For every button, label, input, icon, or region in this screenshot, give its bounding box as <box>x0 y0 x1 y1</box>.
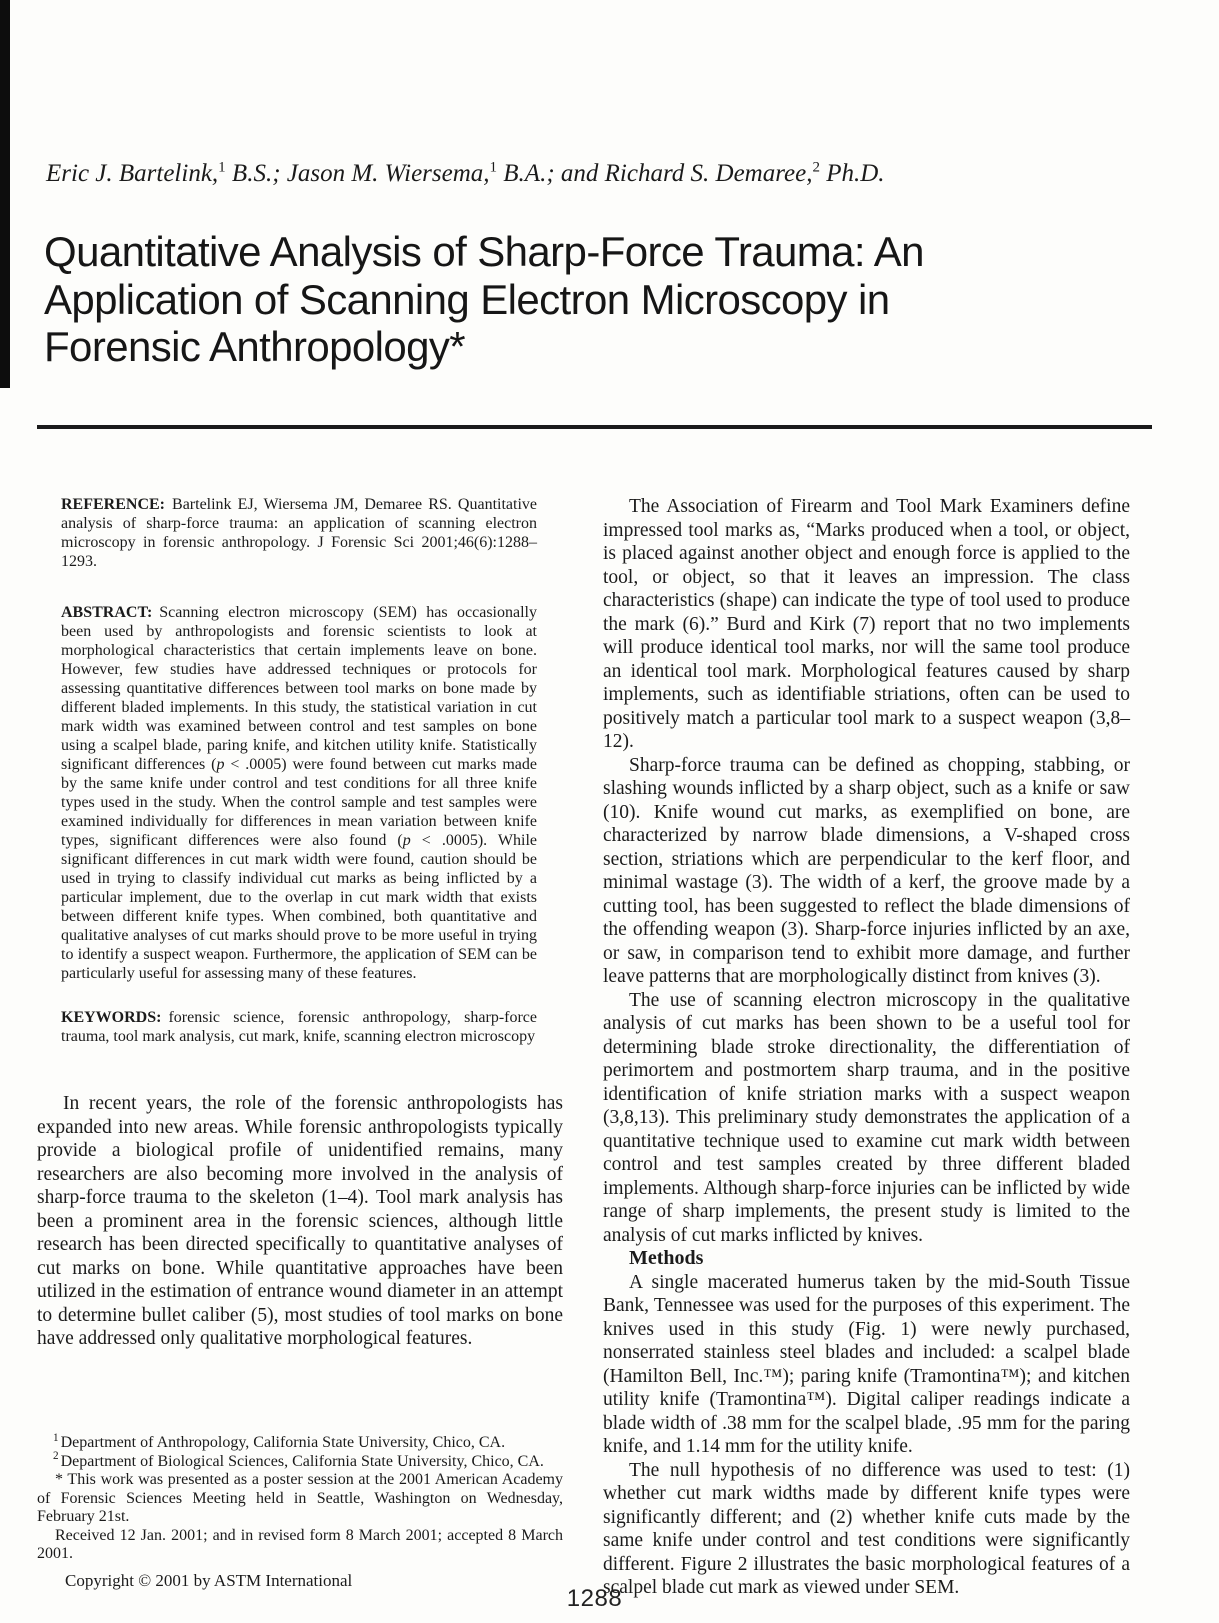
author-affiliation-superscript: 1 <box>489 159 498 176</box>
abstract-text: < .0005). While significant differences in cut mark width were found, caution should be used in trying to classify individual cut marks as being inflicted by a particular implement, due to the overlap in cut mark width that exists between different knife types. When combined, both quantitative and qualitative analyses of cut marks should prove to be more useful in trying to identify a suspect weapon. Furthermore, the application of SEM can be particularly useful for assessing many of these features. <box>61 832 538 982</box>
abstract-text: < .0005) were found between cut marks made by the same knife under control and test conditions for all three knife types used in the study. When the control sample and test samples were examined individually for differences in mean variation between knife types, significant differences were also found ( <box>61 756 537 849</box>
introduction-paragraph-block <box>37 1092 563 1351</box>
footnote-text: Department of Biological Sciences, California State University, Chico, CA. <box>60 1452 544 1470</box>
reference-text: Bartelink EJ, Wiersema JM, Demaree RS. Quantitative analysis of sharp-force trauma: an application of scanning electron microscopy in forensic anthropology. J Forensic Sci 2001;46(6):1288–1293. <box>61 496 537 570</box>
author-credential: B.A.; and <box>497 160 605 187</box>
author-affiliation-superscript: 1 <box>218 159 226 176</box>
author-name: Eric J. Bartelink, <box>46 160 219 187</box>
abstract-p-variable: p <box>402 832 411 849</box>
keywords-section <box>61 1008 537 1046</box>
footnote-text: Department of Anthropology, California State University, Chico, CA. <box>60 1434 506 1451</box>
author-name: Richard S. Demaree, <box>604 160 813 187</box>
footnote-text: * This work was presented as a poster session at the 2001 American Academy of Forensic Sciences Meeting held in Seattle, Washington on Wednesday, February 21st. <box>37 1471 563 1525</box>
abstract-section <box>61 603 537 983</box>
abstract-p-variable: p <box>216 756 225 773</box>
body-paragraph: In recent years, the role of the forensic anthropologists has expanded into new areas. While forensic anthropologists typically provide a biological profile of unidentified remains, many researchers are also becoming more involved in the analysis of sharp-force trauma to the skeleton (1–4). Tool mark analysis has been a prominent area in the forensic sciences, although little research has been directed specifically to quantitative analyses of cut marks on bone. While quantitative approaches have been utilized in the estimation of entrance wound diameter in an attempt to determine bullet caliber (5), most studies of tool marks on bone have addressed only qualitative morphological features. <box>37 1093 563 1349</box>
body-paragraph: The use of scanning electron microscopy in the qualitative analysis of cut marks has been shown to be a useful tool for determining blade stroke directionality, the differentiation of perimortem and postmortem sharp trauma, and in the positive identification of knife striation marks with a suspect weapon (3,8,13). This preliminary study demonstrates the application of a quantitative technique used to examine cut mark width between control and test samples created by three different bladed implements. Although sharp-force injuries can be inflicted by wide range of sharp implements, the present study is limited to the analysis of cut marks inflicted by knives. <box>603 989 1130 1246</box>
footnote-text: Received 12 Jan. 2001; and in revised form 8 March 2001; accepted 8 March 2001. <box>37 1526 563 1562</box>
footnote-marker: 1 <box>53 1431 59 1444</box>
author-name: Jason M. Wiersema, <box>286 160 490 187</box>
body-paragraph: The null hypothesis of no difference was used to test: (1) whether cut mark widths made by different knife types were significantly different; and (2) whether knife cuts made by the same knife under control and test conditions were significantly different. Figure 2 illustrates the basic morphological features of a scalpel blade cut mark as viewed under SEM. <box>603 1459 1130 1598</box>
reference-label: REFERENCE: <box>61 496 166 513</box>
author-affiliation-superscript: 2 <box>812 159 820 176</box>
paper-title-line: Quantitative Analysis of Sharp-Force Trauma: An <box>44 228 924 275</box>
footnote-affiliation-1 <box>37 1431 563 1453</box>
left-column <box>37 495 563 1351</box>
keywords-text: forensic science, forensic anthropology, sharp-force trauma, tool mark analysis, cut mark, knife, scanning electron microscopy <box>61 1009 537 1045</box>
abstract-label: ABSTRACT: <box>61 604 153 621</box>
abstract-text: Scanning electron microscopy (SEM) has occasionally been used by anthropologists and forensic scientists to look at morphological characteristics that certain implements leave on bone. However, few studies have addressed techniques or protocols for assessing quantitative differences between tool marks on bone made by different bladed implements. In this study, the statistical variation in cut mark width was examined between control and test samples on bone using a scalpel blade, paring knife, and kitchen utility knife. Statistically significant differences ( <box>61 604 537 773</box>
author-credential: Ph.D. <box>819 160 885 187</box>
footnote-affiliation-2 <box>37 1450 563 1472</box>
methods-section-heading: Methods <box>629 1247 704 1269</box>
keywords-label: KEYWORDS: <box>61 1009 162 1026</box>
author-byline <box>46 160 1146 188</box>
right-column <box>603 495 1130 1600</box>
page-number: 1288 <box>566 1585 623 1612</box>
paper-title <box>44 228 1154 371</box>
paper-title-line: Application of Scanning Electron Microscopy in <box>44 275 890 323</box>
author-credential: B.S.; <box>225 160 287 187</box>
paper-title-line: Forensic Anthropology* <box>44 323 466 370</box>
body-paragraph: Sharp-force trauma can be defined as chopping, stabbing, or slashing wounds inflicted by a sharp object, such as a knife or saw (10). Knife wound cut marks, as exemplified on bone, are characterized by narrow blade dimensions, a V-shaped cross section, striations which are perpendicular to the kerf floor, and minimal wastage (3). The width of a kerf, the groove made by a cutting tool, has been suggested to reflect the blade dimensions of the offending weapon (3). Sharp-force injuries inflicted by an axe, or saw, in comparison tend to exhibit more damage, and further leave patterns that are morphologically distinct from knives (3). <box>603 754 1130 987</box>
footnote-presentation-note <box>37 1471 563 1527</box>
copyright-line: Copyright © 2001 by ASTM International <box>65 1571 353 1590</box>
header-divider-rule <box>37 425 1152 429</box>
footnote-received-dates <box>37 1527 563 1564</box>
scan-artifact-strip <box>0 0 10 388</box>
reference-section <box>61 495 537 571</box>
footnote-marker: 2 <box>53 1450 59 1463</box>
body-paragraph: A single macerated humerus taken by the mid-South Tissue Bank, Tennessee was used for the purposes of this experiment. The knives used in this study (Fig. 1) were newly purchased, nonserrated stainless steel blades and included: a scalpel blade (Hamilton Bell, Inc.™); paring knife (Tramontina™); and kitchen utility knife (Tramontina™). Digital caliper readings indicate a blade width of .38 mm for the scalpel blade, .95 mm for the paring knife, and 1.14 mm for the utility knife. <box>603 1271 1130 1457</box>
body-paragraph: The Association of Firearm and Tool Mark Examiners define impressed tool marks as, “Marks produced when a tool, or object, is placed against another object and enough force is applied to the tool, or object, so that it leaves an impression. The class characteristics (shape) can indicate the type of tool used to produce the mark (6).” Burd and Kirk (7) report that no two implements will produce identical tool marks, nor will the same tool produce an identical tool mark. Morphological features caused by sharp implements, such as identifiable striations, often can be used to positively match a particular tool mark to a suspect weapon (3,8–12). <box>603 496 1130 752</box>
footnotes-section <box>37 1431 563 1564</box>
